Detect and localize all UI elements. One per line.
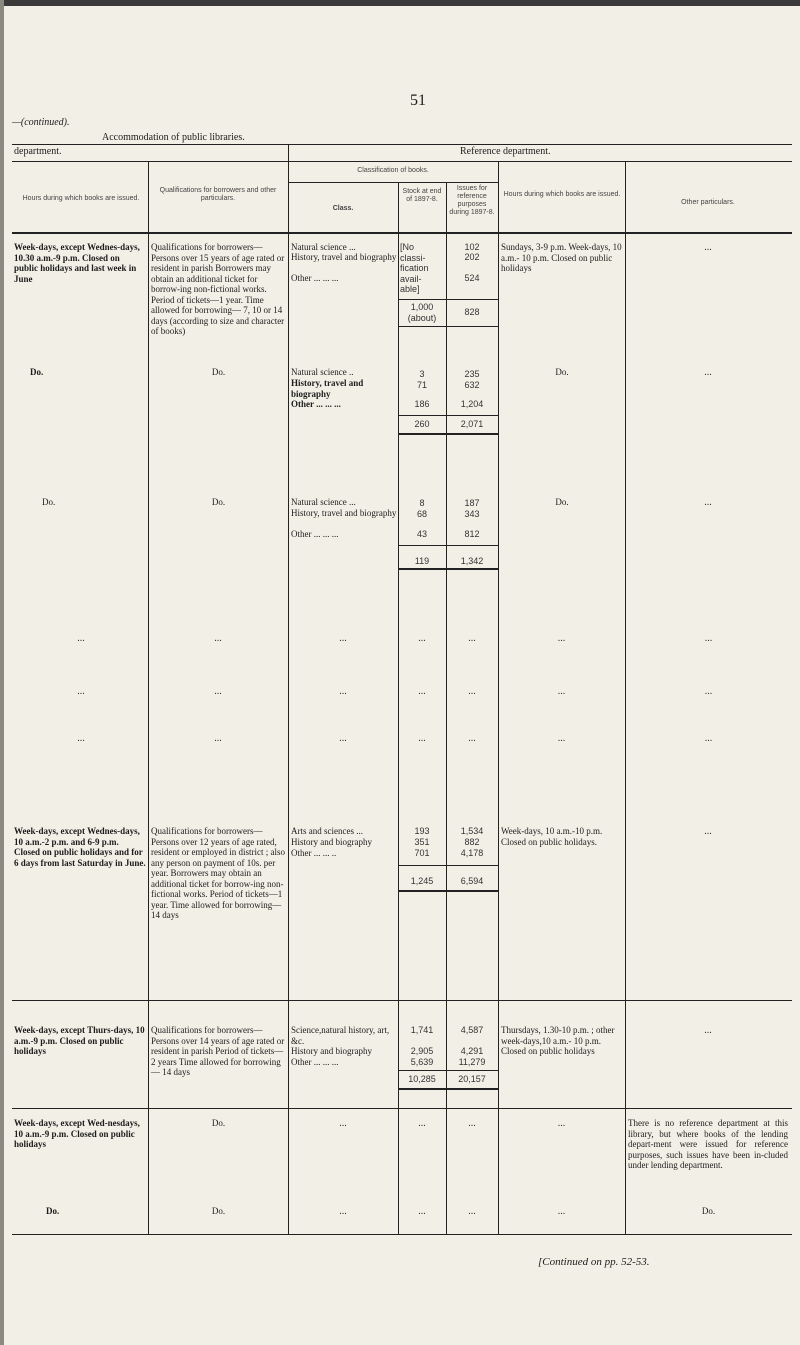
empty-cell: ... bbox=[77, 686, 85, 697]
empty-cell: ... bbox=[77, 733, 85, 744]
row0-class-1: Natural science ... bbox=[291, 242, 356, 252]
row1-other: ... bbox=[704, 367, 712, 378]
row1-issues-total: 2,071 bbox=[460, 419, 484, 429]
empty-cell: ... bbox=[557, 733, 566, 744]
row4-other: ... bbox=[704, 1025, 712, 1036]
row3-total-rule bbox=[398, 890, 498, 892]
header-stock: Stock at end of 1897-8. bbox=[402, 188, 442, 203]
row6-hours: Do. bbox=[46, 1206, 60, 1216]
row3-class-2: History and biography bbox=[291, 837, 372, 847]
row3-qualifications: Qualifications for borrowers— Persons over 12 years of age rated, resident or employed in district ; also any person on payment of 10s. per year. Borrowers may obtain an additional ticket for borrow-ing non-fictional works. Period of tickets—1 year. Time allowed for borrowing— 14 days bbox=[151, 826, 285, 920]
table-bottom-rule bbox=[12, 1234, 792, 1235]
row2-issues-total: 1,342 bbox=[460, 556, 484, 566]
row-separator bbox=[12, 1000, 792, 1001]
column-rule bbox=[625, 161, 626, 1234]
row1-stock-2: 71 bbox=[416, 380, 427, 390]
header-class: Class. bbox=[332, 205, 354, 212]
scan-top-edge bbox=[0, 0, 800, 6]
row0-class-3: Other ... ... ... bbox=[291, 273, 339, 283]
row2-stock-3: 43 bbox=[416, 529, 427, 539]
row3-class-3: Other ... ... .. bbox=[291, 848, 337, 858]
row1-class-1: Natural science .. bbox=[291, 367, 354, 377]
row3-stock-1: 193 bbox=[414, 826, 430, 836]
empty-cell: ... bbox=[557, 633, 566, 644]
header-hours-ref: Hours during which books are issued. bbox=[503, 191, 621, 198]
classification-rule bbox=[288, 182, 498, 183]
empty-cell: ... bbox=[557, 1206, 566, 1217]
empty-cell: ... bbox=[339, 633, 347, 644]
row0-issue-2: 202 bbox=[464, 252, 480, 262]
empty-cell: ... bbox=[418, 686, 426, 697]
row1-class-2: History, travel and biography bbox=[291, 378, 364, 399]
row4-total-rule bbox=[398, 1070, 498, 1071]
empty-cell: ... bbox=[339, 1118, 347, 1129]
empty-cell: ... bbox=[339, 733, 347, 744]
row4-stock-3: 5,639 bbox=[410, 1057, 434, 1067]
row1-total-rule bbox=[398, 415, 498, 416]
row3-class-1: Arts and sciences ... bbox=[291, 826, 363, 836]
row1-total-rule bbox=[398, 433, 498, 435]
row6-other: Do. bbox=[701, 1206, 716, 1216]
row-separator bbox=[12, 1108, 792, 1109]
empty-cell: ... bbox=[557, 686, 566, 697]
row3-issue-2: 882 bbox=[464, 837, 480, 847]
row4-class-1: Science,natural history, art, &c. bbox=[291, 1025, 390, 1046]
empty-cell: ... bbox=[418, 1206, 426, 1217]
row2-qualifications: Do. bbox=[211, 497, 226, 507]
row3-other: ... bbox=[704, 826, 712, 837]
empty-cell: ... bbox=[77, 633, 85, 644]
row2-ref-hours: Do. bbox=[555, 497, 569, 507]
continued-footer: [Continued on pp. 52-53. bbox=[538, 1256, 650, 1268]
continued-label: —(continued). bbox=[12, 117, 70, 128]
header-reference-department: Reference department. bbox=[460, 146, 551, 157]
row2-class-1: Natural science ... bbox=[291, 497, 356, 507]
header-qualifications: Qualifications for borrowers and other particulars. bbox=[159, 187, 277, 202]
row0-issue-1: 102 bbox=[464, 242, 480, 252]
row3-issue-3: 4,178 bbox=[460, 848, 484, 858]
empty-cell: ... bbox=[339, 1206, 347, 1217]
row4-issue-2: 4,291 bbox=[460, 1046, 484, 1056]
row4-ref-hours: Thursdays, 1.30-10 p.m. ; other week-days,10 a.m.- 10 p.m. Closed on public holidays bbox=[501, 1025, 615, 1056]
row4-class-2: History and biography bbox=[291, 1046, 372, 1056]
row0-issue-3: 524 bbox=[464, 273, 480, 283]
row2-hours: Do. bbox=[42, 497, 56, 507]
row2-stock-2: 68 bbox=[416, 509, 427, 519]
row1-ref-hours: Do. bbox=[555, 367, 569, 377]
row1-issue-1: 235 bbox=[464, 369, 480, 379]
row1-issue-3: 1,204 bbox=[460, 399, 484, 409]
header-other: Other particulars. bbox=[681, 199, 735, 206]
row4-issues-total: 20,157 bbox=[458, 1074, 486, 1084]
row0-issues-total: 828 bbox=[464, 307, 480, 317]
row2-total-rule bbox=[398, 568, 498, 570]
row5-hours: Week-days, except Wed-nesdays, 10 a.m.-9 p.m. Closed on public holidays bbox=[14, 1118, 140, 1149]
row0-stock: [No classi-fication avail-able] bbox=[400, 242, 429, 294]
row1-stock-3: 186 bbox=[414, 399, 430, 409]
row4-class-3: Other ... ... ... bbox=[291, 1057, 339, 1067]
empty-cell: ... bbox=[557, 1118, 566, 1129]
header-rule bbox=[12, 161, 792, 162]
row1-stock-1: 3 bbox=[419, 369, 425, 379]
row1-issue-2: 632 bbox=[464, 380, 480, 390]
row4-total-rule bbox=[398, 1088, 498, 1090]
row0-hours: Week-days, except Wednes-days, 10.30 a.m.-9 p.m. Closed on public holidays and last week in June bbox=[14, 242, 140, 284]
row3-stock-2: 351 bbox=[414, 837, 430, 847]
row0-ref-hours: Sundays, 3-9 p.m. Week-days, 10 a.m.- 10 p.m. Closed on public holidays bbox=[501, 242, 622, 273]
row3-total-rule bbox=[398, 865, 498, 866]
empty-cell: ... bbox=[468, 733, 476, 744]
row0-other: ... bbox=[704, 242, 712, 253]
row4-qualifications: Qualifications for borrowers— Persons over 14 years of age rated or resident in parish Period of tickets—2 years Time allowed for borrowing— 14 days bbox=[151, 1025, 285, 1077]
empty-cell: ... bbox=[704, 686, 713, 697]
row0-qualifications: Qualifications for borrowers— Persons over 15 years of age rated or resident in parish Borrowers may obtain an additional ticket for borrow-ing non-fictional works. Period of tickets—1 year. Time allowed for borrowing— 7, 10 or 14 days (according to size and character of books) bbox=[151, 242, 285, 336]
row1-stock-total: 260 bbox=[414, 419, 430, 429]
row5-qualifications: Do. bbox=[211, 1118, 226, 1128]
scan-left-edge bbox=[0, 0, 4, 1345]
column-rule bbox=[498, 161, 499, 1234]
row1-hours: Do. bbox=[30, 367, 44, 377]
row0-total-rule bbox=[398, 326, 498, 327]
row3-ref-hours: Week-days, 10 a.m.-10 p.m. Closed on public holidays. bbox=[501, 826, 603, 847]
row2-class-3: Other ... ... ... bbox=[291, 529, 339, 539]
empty-cell: ... bbox=[339, 686, 347, 697]
empty-cell: ... bbox=[418, 733, 426, 744]
row2-issue-3: 812 bbox=[464, 529, 480, 539]
empty-cell: ... bbox=[468, 1118, 476, 1129]
row0-total-rule bbox=[398, 299, 498, 300]
empty-cell: ... bbox=[468, 1206, 476, 1217]
row4-stock-2: 2,905 bbox=[410, 1046, 434, 1056]
header-issues: Issues for reference purposes during 1897-8. bbox=[449, 185, 495, 216]
row2-other: ... bbox=[704, 497, 712, 508]
empty-cell: ... bbox=[704, 733, 713, 744]
row3-issue-1: 1,534 bbox=[460, 826, 484, 836]
row2-class-2: History, travel and biography bbox=[291, 508, 397, 518]
empty-cell: ... bbox=[214, 686, 222, 697]
empty-cell: ... bbox=[214, 733, 222, 744]
row4-issue-3: 11,279 bbox=[458, 1057, 486, 1067]
column-rule bbox=[148, 161, 149, 1234]
row4-stock-total: 10,285 bbox=[408, 1074, 436, 1084]
header-hours-lending: Hours during which books are issued. bbox=[22, 195, 140, 202]
empty-cell: ... bbox=[468, 633, 476, 644]
empty-cell: ... bbox=[418, 1118, 426, 1129]
row3-issues-total: 6,594 bbox=[460, 876, 484, 886]
row0-class-2: History, travel and biography bbox=[291, 252, 397, 262]
empty-cell: ... bbox=[704, 633, 713, 644]
table-caption: Accommodation of public libraries. bbox=[102, 132, 245, 143]
row1-qualifications: Do. bbox=[211, 367, 226, 377]
row3-hours: Week-days, except Wednes-days, 10 a.m.-2 p.m. and 6-9 p.m. Closed on public holidays and for 6 days from last Saturday in June. bbox=[14, 826, 146, 868]
row2-issue-1: 187 bbox=[464, 498, 480, 508]
row3-stock-total: 1,245 bbox=[410, 876, 434, 886]
row2-issue-2: 343 bbox=[464, 509, 480, 519]
table-top-rule bbox=[12, 144, 792, 145]
header-classification: Classification of books. bbox=[357, 167, 429, 174]
empty-cell: ... bbox=[418, 633, 426, 644]
empty-cell: ... bbox=[214, 633, 222, 644]
empty-cell: ... bbox=[468, 686, 476, 697]
row2-stock-1: 8 bbox=[419, 498, 425, 508]
row4-hours: Week-days, except Thurs-days, 10 a.m.-9 p.m. Closed on public holidays bbox=[14, 1025, 145, 1056]
row4-issue-1: 4,587 bbox=[460, 1025, 484, 1035]
row6-qualifications: Do. bbox=[211, 1206, 226, 1216]
header-department: department. bbox=[14, 146, 62, 157]
row2-stock-total: 119 bbox=[414, 556, 430, 566]
row5-other: There is no reference department at this library, but where books of the lending depart-ment were issued for reference purposes, such issues have been in-cluded under lending department. bbox=[628, 1118, 788, 1170]
row1-class-3: Other ... ... ... bbox=[291, 399, 341, 409]
header-bottom-rule bbox=[12, 232, 792, 234]
row2-total-rule bbox=[398, 545, 498, 546]
page-number: 51 bbox=[410, 92, 426, 109]
row3-stock-3: 701 bbox=[414, 848, 430, 858]
row0-stock-total: 1,000 (about) bbox=[407, 302, 437, 323]
row4-stock-1: 1,741 bbox=[410, 1025, 434, 1035]
